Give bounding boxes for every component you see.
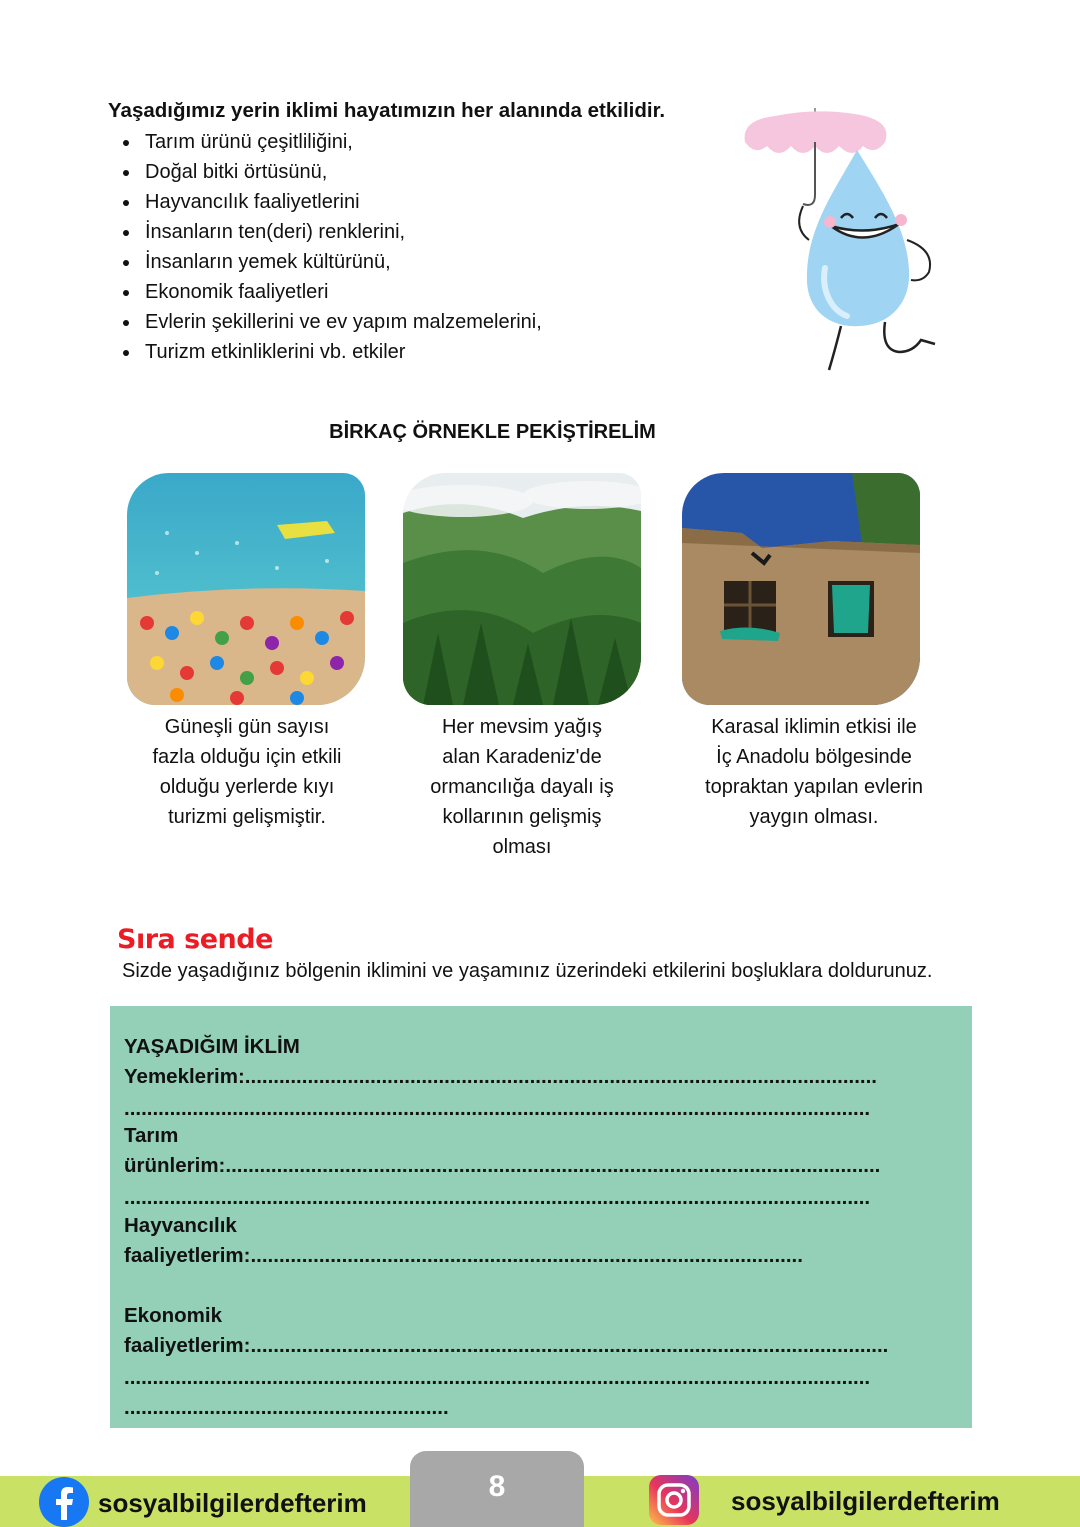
field-label: Tarım: [124, 1124, 179, 1147]
list-item: Ekonomik faaliyetleri: [120, 277, 542, 307]
facebook-handle[interactable]: sosyalbilgilerdefterim: [98, 1488, 367, 1518]
food-field[interactable]: Yemeklerim:...............................................................................................................: [124, 1065, 878, 1088]
climate-effects-list: [120, 127, 542, 367]
list-item: İnsanların yemek kültürünü,: [120, 247, 542, 277]
list-item: Turizm etkinliklerini vb. etkiler: [120, 337, 542, 367]
list-item: Evlerin şekillerini ve ev yapım malzemelerini,: [120, 307, 542, 337]
caption-line: ormancılığa dayalı iş: [430, 776, 614, 798]
exercise-title: Sıra sende: [117, 924, 273, 955]
page-number: 8: [488, 1470, 506, 1503]
economy-field-continued[interactable]: ...................................................................................................................................: [124, 1366, 871, 1389]
fill-in-box: [110, 1006, 972, 1428]
list-item: Hayvancılık faaliyetlerini: [120, 187, 542, 217]
caption-line: Her mevsim yağış: [441, 716, 603, 738]
list-item: Tarım ürünü çeşitliliğini,: [120, 127, 542, 157]
mud-house-photo: [682, 473, 920, 705]
exercise-instruction: Sizde yaşadığınız bölgenin iklimini ve yaşamınız üzerindeki etkilerini boşluklara doldurunuz.: [122, 960, 933, 982]
intro-title: Yaşadığımız yerin iklimi hayatımızın her alanında etkilidir.: [108, 99, 666, 122]
caption-tourism: [117, 712, 377, 832]
caption-mud-houses: [684, 712, 944, 832]
box-heading: YAŞADIĞIM İKLİM: [124, 1035, 300, 1058]
crops-field[interactable]: ürünlerim:...................................................................................................................: [124, 1154, 881, 1177]
caption-line: yaygın olması.: [749, 806, 879, 828]
caption-line: alan Karadeniz'de: [442, 746, 602, 768]
beach-photo: [127, 473, 365, 705]
section-heading: BİRKAÇ ÖRNEKLE PEKİŞTİRELİM: [329, 421, 656, 443]
caption-line: turizmi gelişmiştir.: [168, 806, 326, 828]
caption-line: kollarının gelişmiş: [442, 806, 602, 828]
list-item: Doğal bitki örtüsünü,: [120, 157, 542, 187]
crops-field-continued[interactable]: ...................................................................................................................................: [124, 1186, 871, 1209]
raindrop-umbrella-mascot: [735, 100, 950, 380]
field-label: Hayvancılık: [124, 1214, 237, 1237]
economy-field[interactable]: faaliyetlerim:................................................................................................................: [124, 1334, 889, 1357]
caption-line: topraktan yapılan evlerin: [705, 776, 923, 798]
livestock-field[interactable]: faaliyetlerim:.................................................................................................: [124, 1244, 803, 1267]
economy-field-end[interactable]: .........................................................: [124, 1396, 449, 1419]
caption-forestry: [392, 712, 652, 862]
caption-line: fazla olduğu için etkili: [152, 746, 342, 768]
facebook-icon[interactable]: [38, 1476, 90, 1527]
caption-line: Karasal iklimin etkisi ile: [711, 716, 917, 738]
caption-line: Güneşli gün sayısı: [164, 716, 330, 738]
field-label: Ekonomik: [124, 1304, 222, 1327]
caption-line: olduğu yerlerde kıyı: [159, 776, 335, 798]
forest-photo: [403, 473, 641, 705]
caption-line: olması: [492, 836, 552, 858]
list-item: İnsanların ten(deri) renklerini,: [120, 217, 542, 247]
food-field-continued[interactable]: ...................................................................................................................................: [124, 1097, 871, 1120]
instagram-handle[interactable]: sosyalbilgilerdefterim: [731, 1486, 1000, 1516]
caption-line: İç Anadolu bölgesinde: [716, 746, 912, 768]
instagram-icon[interactable]: [648, 1474, 700, 1526]
